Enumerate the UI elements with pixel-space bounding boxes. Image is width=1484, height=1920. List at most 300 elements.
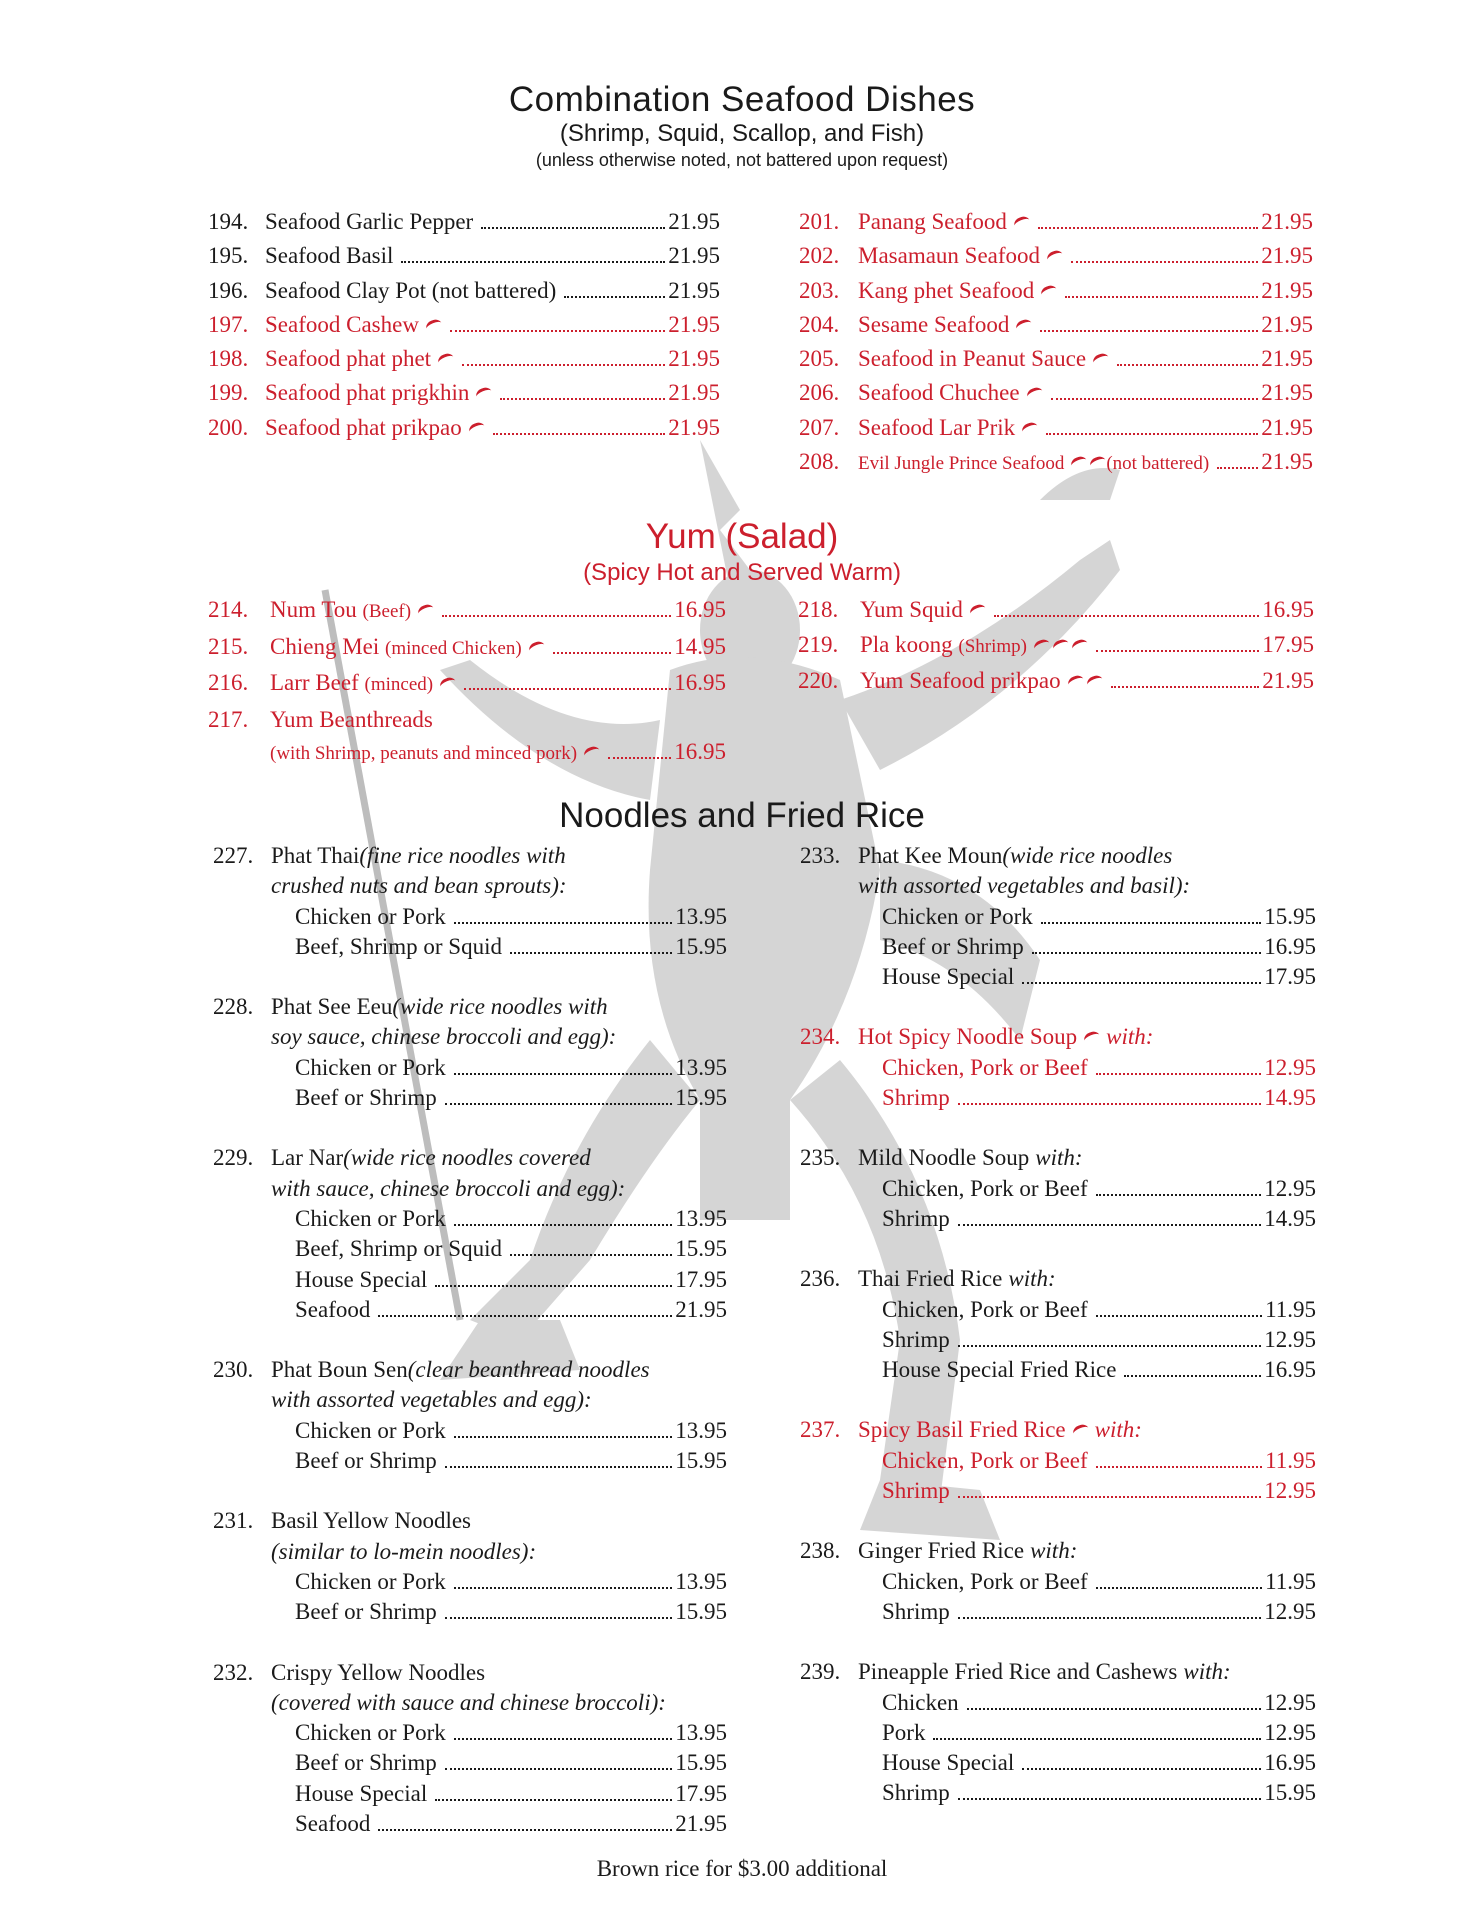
menu-item [208, 411, 720, 445]
item-option [800, 1476, 1316, 1506]
option-price: 17.95 [675, 1780, 727, 1806]
option-label: Chicken or Pork [295, 1568, 446, 1594]
item-option [213, 1265, 727, 1295]
item-with: with: [1106, 1024, 1154, 1050]
option-label: Beef or Shrimp [295, 1448, 437, 1474]
option-price: 15.95 [675, 1599, 727, 1625]
item-note: (Shrimp) [958, 635, 1027, 657]
item-name: Phat Kee Moun [858, 843, 1003, 868]
item-price: 21.95 [668, 346, 720, 372]
item-name: Num Tou [270, 597, 357, 622]
chili-icon [416, 602, 435, 619]
option-label: Shrimp [882, 1326, 950, 1352]
item-number: 219. [798, 631, 839, 657]
item-price: 21.95 [1262, 668, 1314, 693]
item-number: 228. [213, 994, 254, 1020]
yum-right-column [798, 593, 1314, 699]
item-name: Ginger Fried Rice [858, 1538, 1025, 1564]
menu-item [799, 376, 1313, 410]
item-price: 21.95 [668, 277, 720, 303]
dot-leader [553, 652, 672, 654]
item-option [213, 1416, 727, 1446]
item-option [800, 962, 1316, 992]
item-description: (clear beanthread noodles [407, 1357, 650, 1383]
item-price: 16.95 [1262, 597, 1314, 622]
item-option [800, 1083, 1316, 1113]
item-price: 21.95 [668, 380, 720, 406]
dot-leader [1038, 227, 1258, 229]
option-label: House Special [295, 1780, 428, 1806]
option-price: 11.95 [1265, 1568, 1316, 1594]
dot-leader [1071, 261, 1258, 263]
seafood-note: (unless otherwise noted, not battered upon request) [535, 150, 949, 170]
item-name: Yum Squid [860, 597, 963, 622]
noodles-right-column [800, 841, 1316, 1839]
item-option [800, 1748, 1316, 1778]
menu-item [208, 342, 720, 376]
dot-leader [510, 952, 672, 954]
item-option [800, 1446, 1316, 1476]
option-label: House Special Fried Rice [882, 1357, 1117, 1383]
menu-item [208, 666, 726, 703]
item-header [213, 1143, 727, 1173]
chili-icon [1040, 283, 1059, 300]
option-price: 12.95 [1264, 1326, 1316, 1352]
menu-item [213, 841, 727, 962]
option-label: Beef, Shrimp or Squid [295, 1236, 502, 1262]
item-note: (Beef) [362, 601, 412, 622]
option-label: Shrimp [882, 1478, 950, 1504]
menu-item [800, 1536, 1316, 1627]
item-description: (wide rice noodles [1002, 843, 1173, 868]
dot-leader [1096, 1587, 1262, 1589]
chili-icon [1032, 637, 1051, 654]
item-number: 220. [798, 668, 839, 693]
menu-item [800, 1022, 1316, 1113]
item-option [800, 1567, 1316, 1597]
chili-icon [467, 420, 486, 437]
item-number: 232. [213, 1659, 254, 1685]
item-price: 21.95 [1261, 346, 1313, 372]
item-description: (with Shrimp, peanuts and minced pork) [270, 743, 578, 764]
item-name: Phat Boun Sen [271, 1357, 408, 1383]
menu-item-217-detail [208, 737, 726, 769]
item-name: Seafood phat phet [265, 346, 432, 372]
dot-leader [464, 688, 671, 690]
menu-item [208, 630, 726, 667]
item-number: 217. [208, 706, 249, 732]
item-number: 200. [208, 414, 249, 440]
option-price: 14.95 [1264, 1205, 1316, 1231]
dot-leader [435, 1799, 672, 1801]
option-price: 16.95 [1264, 1357, 1316, 1383]
item-with: with: [1030, 1538, 1078, 1564]
dot-leader [958, 1798, 1262, 1800]
item-price: 21.95 [1261, 243, 1313, 269]
option-label: Seafood [295, 1811, 371, 1837]
item-option [800, 932, 1316, 962]
dot-leader [445, 1103, 672, 1105]
chili-icon [968, 602, 987, 619]
option-price: 13.95 [675, 1417, 727, 1443]
option-label: Shrimp [882, 1085, 950, 1111]
dot-leader [462, 364, 665, 366]
option-price: 21.95 [675, 1811, 727, 1837]
item-name: Seafood in Peanut Sauce [858, 346, 1087, 372]
menu-item [799, 308, 1313, 342]
dot-leader [1065, 296, 1258, 298]
dot-leader [493, 433, 666, 435]
noodles-left-column [213, 841, 727, 1869]
item-name: Kang phet Seafood [858, 277, 1035, 303]
item-number: 238. [800, 1538, 841, 1564]
item-description-line: (covered with sauce and chinese broccoli): [271, 1689, 666, 1715]
dot-leader [1096, 1315, 1262, 1317]
option-label: Shrimp [882, 1598, 950, 1624]
item-with: with: [1035, 1145, 1083, 1171]
menu-item [208, 239, 720, 273]
item-number: 214. [208, 597, 249, 622]
item-description: (wide rice noodles with [392, 994, 608, 1020]
item-header [213, 1658, 727, 1688]
item-name: Phat Thai [271, 843, 360, 868]
item-header [213, 1506, 727, 1536]
dot-leader [454, 1436, 672, 1438]
item-option [213, 1567, 727, 1597]
item-option [800, 1778, 1316, 1808]
item-header [800, 1536, 1316, 1566]
item-price: 21.95 [1261, 311, 1313, 337]
menu-item [798, 593, 1314, 628]
item-description-line: (similar to lo-mein noodles): [271, 1538, 537, 1564]
item-price: 21.95 [668, 311, 720, 337]
item-description-line: soy sauce, chinese broccoli and egg): [271, 1024, 617, 1050]
option-label: Chicken, Pork or Beef [882, 1568, 1088, 1594]
item-number: 235. [800, 1145, 841, 1171]
menu-item-217 [208, 703, 726, 738]
dot-leader [1022, 1768, 1261, 1770]
brown-rice-note: Brown rice for $3.00 additional [596, 1856, 888, 1881]
item-header [800, 1415, 1316, 1445]
chili-icon [424, 317, 443, 334]
option-price: 15.95 [1264, 903, 1316, 929]
item-name: Evil Jungle Prince Seafood [858, 453, 1065, 475]
item-name: Yum Seafood prikpao [860, 668, 1061, 693]
item-name: Pineapple Fried Rice and Cashews [858, 1659, 1178, 1685]
option-label: Chicken, Pork or Beef [882, 1054, 1088, 1080]
dot-leader [435, 1285, 672, 1287]
item-option [213, 902, 727, 932]
item-name: Seafood phat prigkhin [265, 380, 470, 406]
item-option [800, 1204, 1316, 1234]
item-name: Thai Fried Rice [858, 1266, 1003, 1292]
item-option [800, 1597, 1316, 1627]
option-price: 12.95 [1264, 1478, 1316, 1504]
menu-item [798, 628, 1314, 665]
item-number: 236. [800, 1266, 841, 1292]
dot-leader [442, 615, 671, 617]
dot-leader [958, 1224, 1262, 1226]
dot-leader [445, 1466, 672, 1468]
item-price: 21.95 [1261, 449, 1313, 475]
menu-item [798, 664, 1314, 699]
item-option [800, 1718, 1316, 1748]
dot-leader [958, 1496, 1262, 1498]
item-price: 16.95 [674, 670, 726, 695]
chili-icon [1066, 673, 1085, 690]
option-label: Beef or Shrimp [295, 1085, 437, 1111]
chili-icon [475, 386, 494, 403]
dot-leader [445, 1617, 672, 1619]
item-header [800, 1657, 1316, 1687]
item-header [800, 1022, 1316, 1052]
item-price: 17.95 [1262, 631, 1314, 657]
option-price: 17.95 [675, 1266, 727, 1292]
chili-icon [1082, 1030, 1101, 1047]
item-header [800, 1264, 1316, 1294]
dot-leader [958, 1617, 1262, 1619]
item-number: 229. [213, 1145, 254, 1171]
menu-item [800, 841, 1316, 992]
dot-leader [608, 757, 671, 759]
option-label: Beef or Shrimp [882, 933, 1024, 959]
option-label: Chicken or Pork [295, 1205, 446, 1231]
item-option [800, 1355, 1316, 1385]
seafood-title: Combination Seafood Dishes [508, 80, 976, 119]
item-option [800, 1174, 1316, 1204]
option-price: 15.95 [675, 1750, 727, 1776]
dot-leader [481, 227, 665, 229]
menu-item [800, 1657, 1316, 1808]
item-number: 216. [208, 670, 249, 695]
option-price: 13.95 [675, 1720, 727, 1746]
item-price: 21.95 [1261, 380, 1313, 406]
item-price: 21.95 [1261, 209, 1313, 234]
item-number: 195. [208, 243, 249, 269]
option-label: Chicken or Pork [882, 903, 1033, 929]
item-option [213, 1204, 727, 1234]
item-description: (wide rice noodles covered [343, 1145, 591, 1171]
item-name: Chieng Mei [270, 633, 380, 659]
item-name: Seafood phat prikpao [265, 414, 462, 440]
item-number: 206. [799, 380, 840, 406]
chili-icon [1089, 455, 1108, 472]
dot-leader [1217, 467, 1258, 469]
menu-item [213, 1658, 727, 1840]
menu-item [213, 992, 727, 1113]
item-number: 205. [799, 346, 840, 372]
dot-leader [510, 1254, 672, 1256]
yum-left-column [208, 593, 726, 769]
option-price: 15.95 [675, 933, 727, 959]
chili-icon [1012, 214, 1031, 231]
item-with: with: [1008, 1266, 1056, 1292]
item-header [800, 841, 1316, 871]
option-label: Chicken, Pork or Beef [882, 1296, 1088, 1322]
item-price: 21.95 [668, 414, 720, 440]
dot-leader [958, 1103, 1262, 1105]
dot-leader [445, 1768, 672, 1770]
option-price: 15.95 [675, 1448, 727, 1474]
option-label: Chicken, Pork or Beef [882, 1175, 1088, 1201]
seafood-subtitle: (Shrimp, Squid, Scallop, and Fish) [559, 120, 925, 147]
yum-subtitle: (Spicy Hot and Served Warm) [583, 559, 901, 586]
item-description-line: with assorted vegetables and egg): [271, 1387, 592, 1413]
option-label: House Special [882, 1750, 1015, 1776]
option-price: 11.95 [1265, 1296, 1316, 1322]
option-price: 13.95 [675, 1054, 727, 1080]
item-option [800, 1295, 1316, 1325]
item-number: 204. [799, 311, 840, 337]
chili-icon [527, 639, 546, 656]
item-number: 207. [799, 414, 840, 440]
item-option [213, 1597, 727, 1627]
option-price: 14.95 [1264, 1085, 1316, 1111]
chili-icon [582, 744, 601, 761]
option-price: 13.95 [675, 903, 727, 929]
menu-item [208, 593, 726, 630]
item-note: (not battered) [1106, 453, 1210, 475]
item-number: 234. [800, 1024, 841, 1050]
item-option [213, 1053, 727, 1083]
item-option [213, 1809, 727, 1839]
option-price: 12.95 [1264, 1689, 1316, 1715]
item-name: Lar Nar [271, 1145, 344, 1171]
dot-leader [1111, 686, 1260, 688]
menu-item [800, 1264, 1316, 1385]
menu-item [799, 274, 1313, 308]
item-header [213, 992, 727, 1022]
item-name: Hot Spicy Noodle Soup [858, 1024, 1078, 1050]
item-number: 203. [799, 277, 840, 303]
item-number: 199. [208, 380, 249, 406]
chili-icon [1051, 637, 1070, 654]
item-note: (minced) [364, 674, 434, 695]
menu-item [799, 411, 1313, 445]
item-name: Masamaun Seafood [858, 243, 1041, 269]
option-label: Beef or Shrimp [295, 1750, 437, 1776]
dot-leader [1096, 1194, 1262, 1196]
item-name: Seafood Chuchee [858, 380, 1020, 406]
dot-leader [378, 1829, 672, 1831]
item-option [800, 1053, 1316, 1083]
dot-leader [401, 261, 665, 263]
dot-leader [1032, 952, 1261, 954]
dot-leader [500, 398, 665, 400]
option-price: 17.95 [1264, 964, 1316, 990]
item-number: 208. [799, 449, 840, 475]
item-name: Panang Seafood [858, 209, 1007, 234]
dot-leader [454, 1224, 672, 1226]
item-description-line: with sauce, chinese broccoli and egg): [271, 1175, 626, 1201]
menu-item [208, 205, 720, 239]
menu-item [799, 445, 1313, 481]
item-description-line: crushed nuts and bean sprouts): [271, 873, 567, 899]
option-price: 13.95 [675, 1568, 727, 1594]
option-label: Chicken or Pork [295, 1720, 446, 1746]
item-option [213, 1295, 727, 1325]
dot-leader [1117, 364, 1258, 366]
item-option [800, 902, 1316, 932]
seafood-left-column [208, 205, 720, 445]
chili-icon [1015, 317, 1034, 334]
item-name: Seafood Clay Pot (not battered) [265, 277, 557, 303]
dot-leader [967, 1708, 1262, 1710]
item-option [213, 1446, 727, 1476]
option-price: 15.95 [675, 1085, 727, 1111]
item-price: 16.95 [674, 739, 726, 764]
dot-leader [1022, 982, 1261, 984]
item-number: 218. [798, 597, 839, 622]
dot-leader [994, 615, 1259, 617]
item-option [213, 1234, 727, 1264]
option-label: Chicken, Pork or Beef [882, 1447, 1088, 1473]
dot-leader [564, 296, 665, 298]
option-label: Chicken or Pork [295, 1054, 446, 1080]
dot-leader [933, 1738, 1261, 1740]
item-name: Yum Beanthreads [270, 706, 433, 732]
menu-item [213, 1355, 727, 1476]
dot-leader [1124, 1375, 1261, 1377]
option-label: Shrimp [882, 1205, 950, 1231]
option-label: House Special [295, 1266, 428, 1292]
option-price: 15.95 [1264, 1780, 1316, 1806]
item-name: Seafood Garlic Pepper [265, 209, 474, 234]
option-price: 12.95 [1264, 1054, 1316, 1080]
item-header [213, 1355, 727, 1385]
option-label: Beef, Shrimp or Squid [295, 933, 502, 959]
item-number: 239. [800, 1659, 841, 1685]
item-with: with: [1183, 1659, 1231, 1685]
item-name: Seafood Lar Prik [858, 414, 1016, 440]
item-name: Seafood Cashew [265, 311, 419, 337]
menu-item [213, 1143, 727, 1325]
item-price: 21.95 [668, 243, 720, 269]
menu-item [208, 376, 720, 410]
option-label: Shrimp [882, 1780, 950, 1806]
menu-item [799, 342, 1313, 376]
item-header [800, 1143, 1316, 1173]
option-label: Chicken [882, 1689, 959, 1715]
option-price: 12.95 [1264, 1175, 1316, 1201]
chili-icon [1085, 673, 1104, 690]
menu-item [799, 205, 1313, 239]
chili-icon [1025, 386, 1044, 403]
option-price: 15.95 [675, 1236, 727, 1262]
item-name: Basil Yellow Noodles [271, 1508, 471, 1534]
item-description: (fine rice noodles with [359, 843, 566, 868]
dot-leader [1051, 398, 1259, 400]
dot-leader [454, 1073, 672, 1075]
dot-leader [1096, 650, 1259, 652]
item-price: 16.95 [674, 597, 726, 622]
item-with: with: [1094, 1417, 1142, 1443]
chili-icon [1071, 1423, 1090, 1440]
option-label: Seafood [295, 1296, 371, 1322]
dot-leader [1096, 1466, 1262, 1468]
menu-item [799, 239, 1313, 273]
chili-icon [1070, 455, 1089, 472]
item-price: 21.95 [668, 209, 720, 234]
chili-icon [436, 352, 455, 369]
option-price: 12.95 [1264, 1598, 1316, 1624]
item-number: 197. [208, 311, 249, 337]
option-price: 21.95 [675, 1296, 727, 1322]
option-price: 16.95 [1264, 1750, 1316, 1776]
item-name: Larr Beef [270, 670, 359, 695]
menu-item [213, 1506, 727, 1627]
chili-icon [1020, 420, 1039, 437]
